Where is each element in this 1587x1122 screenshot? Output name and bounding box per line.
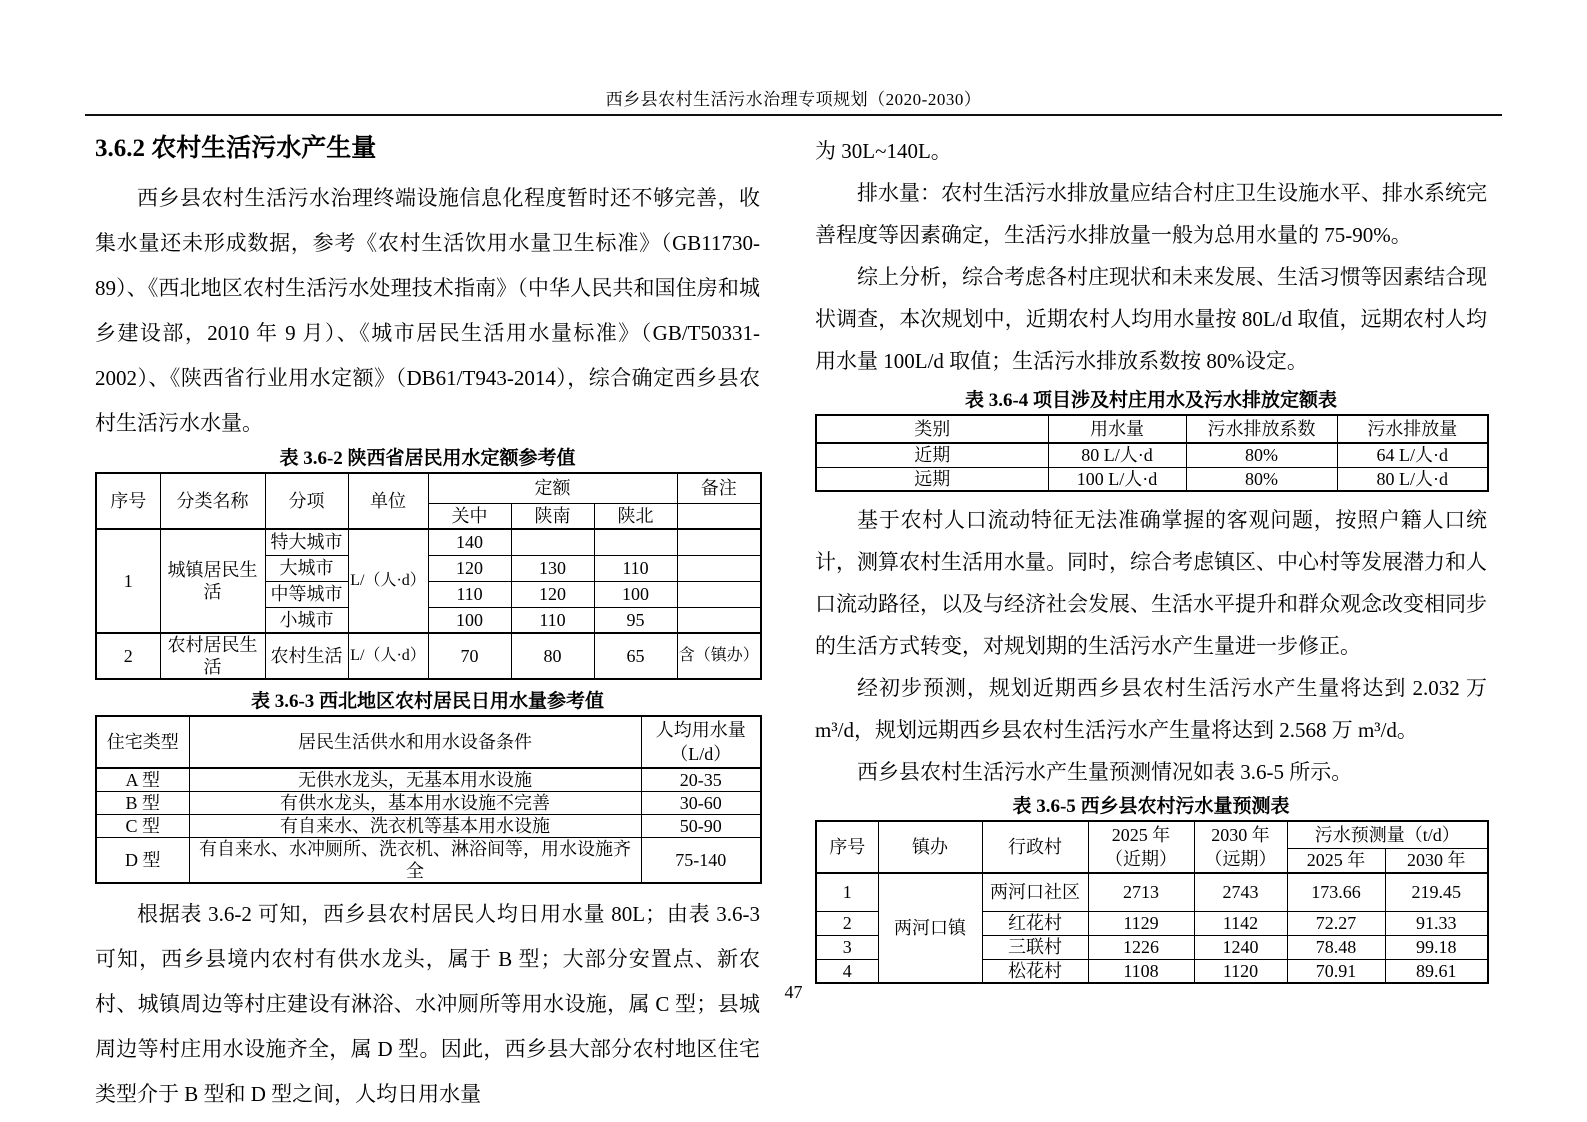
cell-value: 1240: [1194, 935, 1287, 959]
header-line: （远期）: [1204, 849, 1277, 869]
table-3-6-3: [95, 715, 762, 884]
cell-value: 1108: [1088, 959, 1194, 983]
cell-value: 110: [428, 581, 511, 607]
table-row: [96, 768, 761, 792]
cell-condition: 有供水龙头，基本用水设施不完善: [189, 792, 641, 815]
cell-value: 120: [428, 555, 511, 581]
table-3-6-4: [815, 414, 1489, 492]
table-row: [96, 792, 761, 815]
col-header-2030-far: [1194, 821, 1287, 873]
header-rule: [85, 114, 1502, 116]
table-row: [96, 529, 761, 555]
cell-subitem: 特大城市: [265, 529, 348, 555]
cell-subitem: 中等城市: [265, 581, 348, 607]
cell-subitem: 农村生活: [265, 633, 348, 679]
cell-value: 80 L/人·d: [1048, 443, 1186, 467]
cell-value: 70.91: [1287, 959, 1385, 983]
cell-value: 80: [511, 633, 594, 679]
col-header-shannan: 陕南: [511, 503, 594, 529]
cell-remark: 含（镇办）: [677, 633, 761, 679]
col-header-prediction: 污水预测量（t/d）: [1287, 821, 1488, 848]
cell-value: 72.27: [1287, 911, 1385, 935]
col-header-zhenban: 镇办: [878, 821, 982, 873]
table-header-row: [96, 716, 761, 768]
col-header-beizhu: 备注: [677, 473, 761, 503]
col-header-guanzhong: 关中: [428, 503, 511, 529]
page-header-title: 西乡县农村生活污水治理专项规划（2020-2030）: [605, 90, 982, 109]
col-header-2025: 2025 年: [1287, 848, 1385, 873]
header-line: （近期）: [1105, 849, 1177, 869]
cell-value: 219.45: [1385, 873, 1488, 911]
cell-index: 1: [96, 529, 160, 633]
cell-unit: L/（人·d）: [348, 633, 428, 679]
cell-value: 100: [428, 607, 511, 633]
col-header-conditions: 居民生活供水和用水设备条件: [189, 716, 641, 768]
cell-value: 89.61: [1385, 959, 1488, 983]
cell-value: 20-35: [641, 768, 761, 792]
table-row: [816, 873, 1488, 911]
cell-value: 50-90: [641, 815, 761, 838]
cell-remark: [677, 555, 761, 581]
cell-category: 城镇居民生活: [160, 529, 265, 633]
col-header-fenlei: 分类名称: [160, 473, 265, 529]
cell-value: 130: [511, 555, 594, 581]
cell-condition: 无供水龙头，无基本用水设施: [189, 768, 641, 792]
table-3-6-3-caption: 表 3.6-3 西北地区农村居民日用水量参考值: [250, 691, 605, 712]
table-header-row: [816, 821, 1488, 848]
cell-type: D 型: [96, 838, 189, 884]
cell-value: 2713: [1088, 873, 1194, 911]
cell-value: 100 L/人·d: [1048, 467, 1186, 491]
col-header-xuhao: 序号: [96, 473, 160, 529]
paragraph-reference-standards: 西乡县农村生活污水治理终端设施信息化程度暂时还不够完善，收集水量还未形成数据，参考《农村生活饮用水量卫生标准》（GB11730-89）、《西北地区农村生活污水处理技术指南》（中华人民共和国住房和城乡建设部，2010 年 9 月）、《城市居民生活用水量标准》（GB/T50331-2002）、《陕西省行业用水定额》（DB61/T943-2014），综合确定西乡县农村生活污水水量。: [95, 186, 760, 435]
cell-unit: L/（人·d）: [348, 529, 428, 633]
table-row: [96, 633, 761, 679]
section-heading: 3.6.2 农村生活污水产生量: [95, 135, 377, 162]
col-header-2030: 2030 年: [1385, 848, 1488, 873]
col-header-dinge: 定额: [428, 473, 677, 503]
cell-value: 1226: [1088, 935, 1194, 959]
table-header-row: [96, 473, 761, 503]
table-3-6-5-caption: 表 3.6-5 西乡县农村污水量预测表: [1012, 796, 1290, 817]
col-header-yongshuiliang: 用水量: [1048, 415, 1186, 443]
cell-index: 4: [816, 959, 878, 983]
table-row: [96, 815, 761, 838]
col-header-2025-near: [1088, 821, 1194, 873]
col-header-xuhao: 序号: [816, 821, 878, 873]
cell-value: 173.66: [1287, 873, 1385, 911]
cell-value: 1129: [1088, 911, 1194, 935]
cell-remark: [677, 581, 761, 607]
cell-value: 110: [594, 555, 677, 581]
table-header-row: [816, 415, 1488, 443]
empty-cell: [677, 503, 761, 529]
cell-remark: [677, 529, 761, 555]
table-row: [816, 443, 1488, 467]
cell-value: 1142: [1194, 911, 1287, 935]
paragraph-summary-analysis: 综上分析，综合考虑各村庄现状和未来发展、生活习惯等因素结合现状调查，本次规划中，近期农村人均用水量按 80L/d 取值，远期农村人均用水量 100L/d 取值；生活污水排放系数按 80%设定。: [815, 265, 1487, 373]
right-column: [815, 130, 1487, 984]
header-line: 2030 年: [1211, 825, 1270, 845]
cell-category: 农村居民生活: [160, 633, 265, 679]
cell-value: 70: [428, 633, 511, 679]
cell-index: 1: [816, 873, 878, 911]
left-column: [95, 132, 760, 1117]
cell-value: 64 L/人·d: [1337, 443, 1488, 467]
cell-period: 近期: [816, 443, 1048, 467]
cell-condition: 有自来水、水冲厕所、洗衣机、淋浴间等，用水设施齐全: [189, 838, 641, 884]
table-3-6-2-caption: 表 3.6-2 陕西省居民用水定额参考值: [279, 448, 576, 469]
table-3-6-2: [95, 472, 762, 680]
paragraph-range-continuation: 为 30L~140L。: [815, 139, 952, 163]
cell-type: C 型: [96, 815, 189, 838]
cell-subitem: 小城市: [265, 607, 348, 633]
cell-value: 80%: [1186, 467, 1337, 491]
cell-index: 2: [96, 633, 160, 679]
cell-subitem: 大城市: [265, 555, 348, 581]
cell-value: 110: [511, 607, 594, 633]
col-header-xingzhengcun: 行政村: [982, 821, 1088, 873]
cell-value: 78.48: [1287, 935, 1385, 959]
cell-value: 30-60: [641, 792, 761, 815]
cell-index: 3: [816, 935, 878, 959]
paragraph-housing-analysis: 根据表 3.6-2 可知，西乡县农村居民人均日用水量 80L；由表 3.6-3 可知，西乡县境内农村有供水龙头，属于 B 型；大部分安置点、新农村、城镇周边等村庄建设有淋浴、水冲厕所等用水设施，属 C 型；县城周边等村庄用水设施齐全，属 D 型。因此，西乡县大部分农村地区住宅类型介于 B 型和 D 型之间，人均日用水量: [95, 902, 760, 1106]
cell-condition: 有自来水、洗衣机等基本用水设施: [189, 815, 641, 838]
col-header-shanbei: 陕北: [594, 503, 677, 529]
col-header-fenxiang: 分项: [265, 473, 348, 529]
paragraph-table-reference: 西乡县农村生活污水产生量预测情况如表 3.6-5 所示。: [857, 760, 1353, 784]
cell-town: 两河口镇: [878, 873, 982, 983]
cell-village: 两河口社区: [982, 873, 1088, 911]
table-3-6-4-caption: 表 3.6-4 项目涉及村庄用水及污水排放定额表: [964, 390, 1338, 411]
col-header-leibie: 类别: [816, 415, 1048, 443]
cell-value: 2743: [1194, 873, 1287, 911]
cell-value: 80 L/人·d: [1337, 467, 1488, 491]
cell-value: 65: [594, 633, 677, 679]
col-header-housing-type: 住宅类型: [96, 716, 189, 768]
col-header-paifangxishu: 污水排放系数: [1186, 415, 1337, 443]
paragraph-drainage: 排水量：农村生活污水排放量应结合村庄卫生设施水平、排水系统完善程度等因素确定，生活污水排放量一般为总用水量的 75-90%。: [815, 181, 1487, 247]
cell-value: 120: [511, 581, 594, 607]
cell-period: 远期: [816, 467, 1048, 491]
cell-value: 99.18: [1385, 935, 1488, 959]
cell-village: 松花村: [982, 959, 1088, 983]
cell-value: 1120: [1194, 959, 1287, 983]
cell-type: B 型: [96, 792, 189, 815]
cell-value: 100: [594, 581, 677, 607]
table-row: [96, 838, 761, 884]
cell-value: [594, 529, 677, 555]
table-3-6-5: [815, 820, 1489, 984]
cell-value: 95: [594, 607, 677, 633]
cell-village: 红花村: [982, 911, 1088, 935]
cell-value: [511, 529, 594, 555]
cell-value: 140: [428, 529, 511, 555]
table-row: [816, 467, 1488, 491]
cell-remark: [677, 607, 761, 633]
header-line: 2025 年: [1111, 825, 1171, 845]
header-line: 人均用水量: [655, 720, 746, 740]
col-header-paifangliang: 污水排放量: [1337, 415, 1488, 443]
cell-value: 80%: [1186, 443, 1337, 467]
page-number: 47: [784, 982, 803, 1002]
header-line: （L/d）: [670, 744, 732, 764]
cell-value: 91.33: [1385, 911, 1488, 935]
cell-index: 2: [816, 911, 878, 935]
cell-type: A 型: [96, 768, 189, 792]
cell-value: 75-140: [641, 838, 761, 884]
paragraph-population-basis: 基于农村人口流动特征无法准确掌握的客观问题，按照户籍人口统计，测算农村生活用水量。同时，综合考虑镇区、中心村等发展潜力和人口流动路径，以及与经济社会发展、生活水平提升和群众观念改变相同步的生活方式转变，对规划期的生活污水产生量进一步修正。: [815, 508, 1487, 658]
col-header-danwei: 单位: [348, 473, 428, 529]
cell-village: 三联村: [982, 935, 1088, 959]
col-header-per-capita: [641, 716, 761, 768]
paragraph-forecast: 经初步预测，规划近期西乡县农村生活污水产生量将达到 2.032 万 m³/d，规划远期西乡县农村生活污水产生量将达到 2.568 万 m³/d。: [815, 676, 1487, 742]
